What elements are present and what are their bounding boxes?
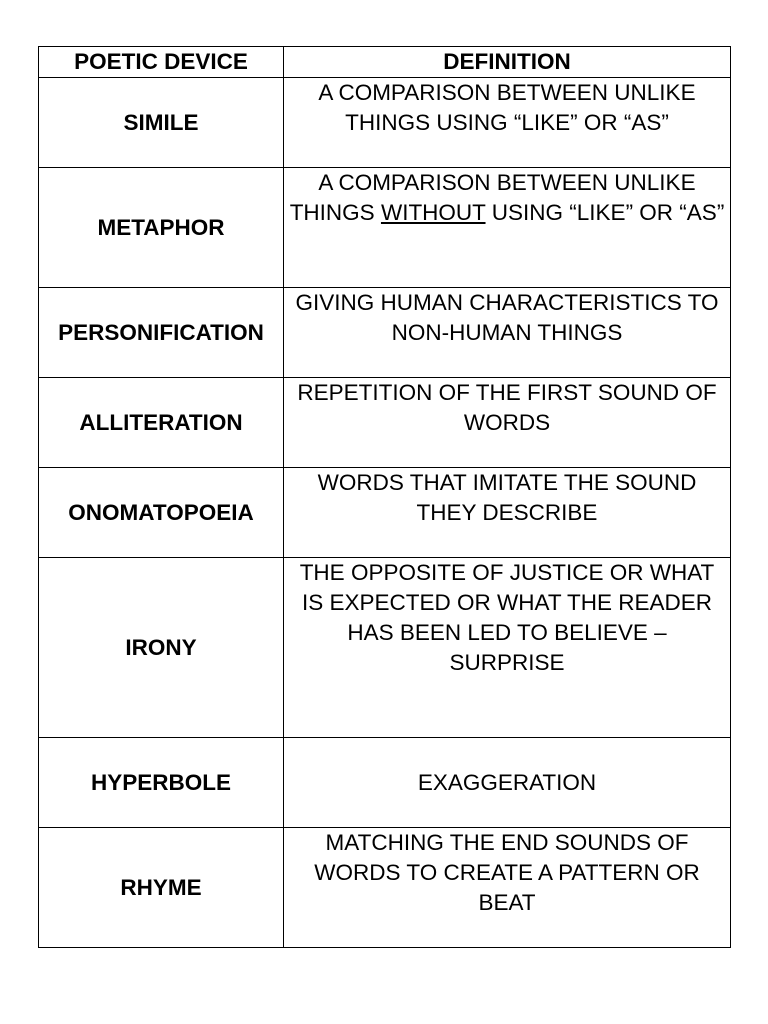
definition-metaphor bbox=[284, 168, 731, 288]
header-poetic-device: POETIC DEVICE bbox=[39, 47, 284, 78]
definition-metaphor-underlined: WITHOUT bbox=[380, 200, 486, 225]
term-personification: PERSONIFICATION bbox=[39, 288, 284, 378]
term-alliteration: ALLITERATION bbox=[39, 378, 284, 468]
definition-onomatopoeia: WORDS THAT IMITATE THE SOUND THEY DESCRIBE bbox=[284, 468, 731, 558]
definition-rhyme: MATCHING THE END SOUNDS OF WORDS TO CREATE A PATTERN OR BEAT bbox=[284, 828, 731, 948]
term-rhyme: RHYME bbox=[39, 828, 284, 948]
table-row bbox=[39, 558, 731, 738]
definition-metaphor-part1: A COMPARISON BETWEEN UNLIKE THINGS bbox=[289, 170, 696, 225]
term-simile: SIMILE bbox=[39, 78, 284, 168]
table-row bbox=[39, 168, 731, 288]
table-row bbox=[39, 738, 731, 828]
definition-alliteration: REPETITION OF THE FIRST SOUND OF WORDS bbox=[284, 378, 731, 468]
term-metaphor: METAPHOR bbox=[39, 168, 284, 288]
poetic-devices-table bbox=[38, 46, 731, 948]
table-row bbox=[39, 378, 731, 468]
table-row bbox=[39, 828, 731, 948]
table-row bbox=[39, 468, 731, 558]
definition-metaphor-part2: USING “LIKE” OR “AS” bbox=[485, 200, 725, 225]
definition-simile: A COMPARISON BETWEEN UNLIKE THINGS USING “LIKE” OR “AS” bbox=[284, 78, 731, 168]
term-onomatopoeia: ONOMATOPOEIA bbox=[39, 468, 284, 558]
table-header-row bbox=[39, 47, 731, 78]
table-row bbox=[39, 288, 731, 378]
header-definition: DEFINITION bbox=[284, 47, 731, 78]
term-hyperbole: HYPERBOLE bbox=[39, 738, 284, 828]
term-irony: IRONY bbox=[39, 558, 284, 738]
definition-hyperbole: EXAGGERATION bbox=[284, 738, 731, 828]
definition-personification: GIVING HUMAN CHARACTERISTICS TO NON-HUMAN THINGS bbox=[284, 288, 731, 378]
table-row bbox=[39, 78, 731, 168]
definition-irony: THE OPPOSITE OF JUSTICE OR WHAT IS EXPECTED OR WHAT THE READER HAS BEEN LED TO BELIEVE – SURPRISE bbox=[284, 558, 731, 738]
